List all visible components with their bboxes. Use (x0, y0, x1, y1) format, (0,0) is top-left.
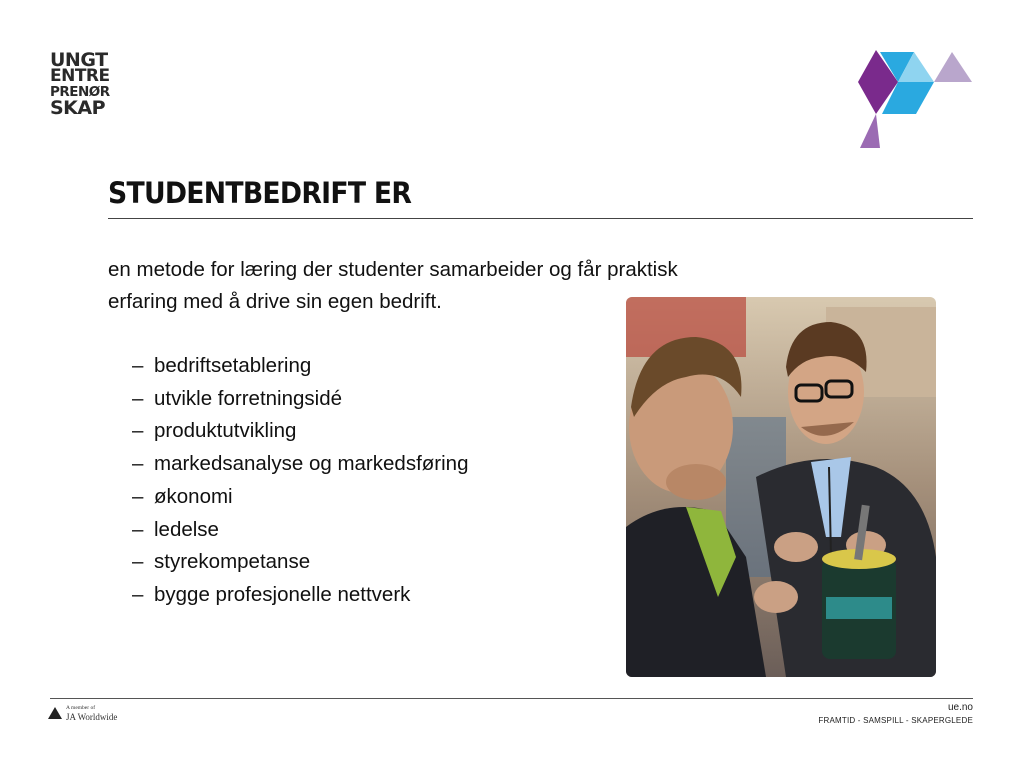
footer-tagline: FRAMTID - SAMSPILL - SKAPERGLEDE (818, 716, 973, 725)
ja-name: JA Worldwide (66, 712, 118, 722)
slide-title: STUDENTBEDRIFT ER (108, 176, 412, 210)
list-item: – styrekompetanse (132, 550, 311, 574)
list-item: – utvikle forretningsidé (132, 386, 343, 410)
ungt-entreprenorskap-logo (50, 49, 110, 119)
website-link[interactable]: ue.no (947, 702, 973, 713)
ja-member-text: A member of (66, 705, 96, 711)
list-item: – økonomi (132, 484, 233, 508)
triangle-emblem-icon (856, 48, 976, 152)
intro-text: en metode for læring der studenter samarbeider og får praktisk erfaring med å drive sin egen bedrift. (108, 258, 678, 313)
ja-worldwide-logo (48, 704, 117, 722)
footer-divider (50, 698, 973, 699)
students-photo (626, 297, 936, 677)
list-item: – bedriftsetablering (132, 354, 312, 377)
logo-line-4: SKAP (50, 97, 106, 119)
title-divider (108, 218, 973, 219)
bullet-list (132, 350, 468, 612)
list-item: – ledelse (132, 517, 219, 541)
logo-line-1: UNGT (50, 49, 108, 71)
list-item: – markedsanalyse og markedsføring (132, 452, 469, 476)
logo-line-3: PRENØR (50, 84, 110, 100)
list-item: – produktutvikling (132, 419, 297, 443)
list-item: – bygge profesjonelle nettverk (132, 582, 411, 606)
logo-line-2: ENTRE (50, 66, 110, 86)
ja-triangle-icon (48, 707, 62, 719)
